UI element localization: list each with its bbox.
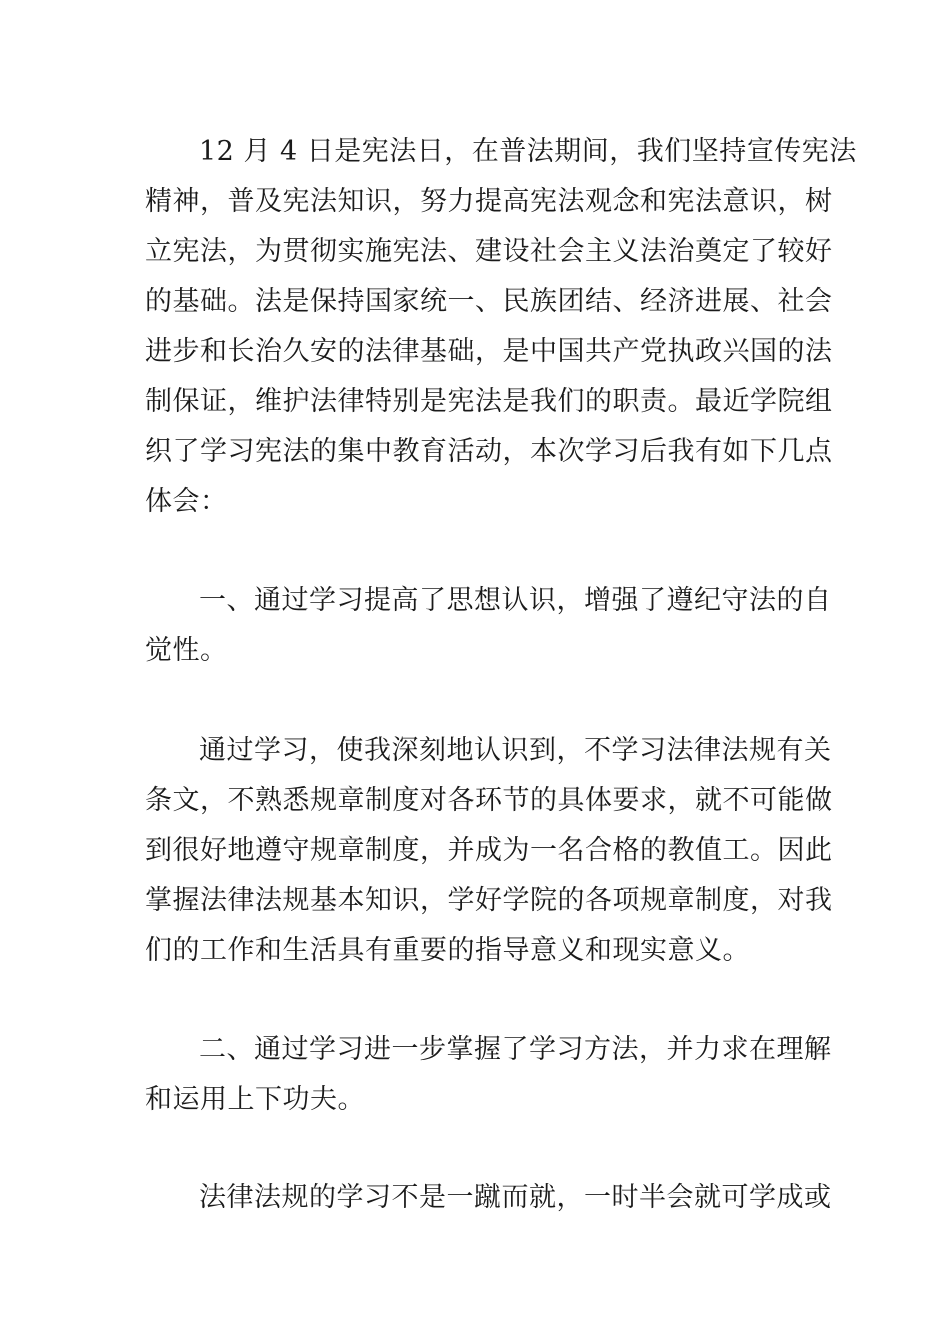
paragraph-line: 体会： [145, 486, 228, 517]
paragraph-line: 织了学习宪法的集中教育活动，本次学习后我有如下几点 [145, 436, 833, 467]
paragraph-line: 条文，不熟悉规章制度对各环节的具体要求，就不可能做 [145, 785, 833, 816]
heading-line: 一、通过学习提高了思想认识，增强了遵纪守法的自 [199, 585, 832, 616]
paragraph-line: 到很好地遵守规章制度，并成为一名合格的教值工。因此 [145, 835, 833, 866]
paragraph-line: 精神，普及宪法知识，努力提高宪法观念和宪法意识，树 [145, 186, 833, 217]
heading-line: 觉性。 [145, 635, 228, 666]
paragraph-line: 掌握法律法规基本知识，学好学院的各项规章制度，对我 [145, 885, 833, 916]
paragraph-line: 们的工作和生活具有重要的指导意义和现实意义。 [145, 935, 750, 966]
paragraph-line: 进步和长治久安的法律基础，是中国共产党执政兴国的法 [145, 336, 833, 367]
paragraph-line: 法律法规的学习不是一蹴而就，一时半会就可学成或 [199, 1182, 832, 1213]
paragraph-line: 制保证，维护法律特别是宪法是我们的职责。最近学院组 [145, 386, 833, 417]
paragraph-line: 12 月 4 日是宪法日，在普法期间，我们坚持宣传宪法 [199, 136, 857, 167]
paragraph-line: 立宪法，为贯彻实施宪法、建设社会主义法治奠定了较好 [145, 236, 833, 267]
paragraph-line: 通过学习，使我深刻地认识到，不学习法律法规有关 [199, 735, 832, 766]
heading-line: 二、通过学习进一步掌握了学习方法，并力求在理解 [199, 1034, 832, 1065]
paragraph-line: 的基础。法是保持国家统一、民族团结、经济进展、社会 [145, 286, 833, 317]
heading-line: 和运用上下功夫。 [145, 1084, 365, 1115]
